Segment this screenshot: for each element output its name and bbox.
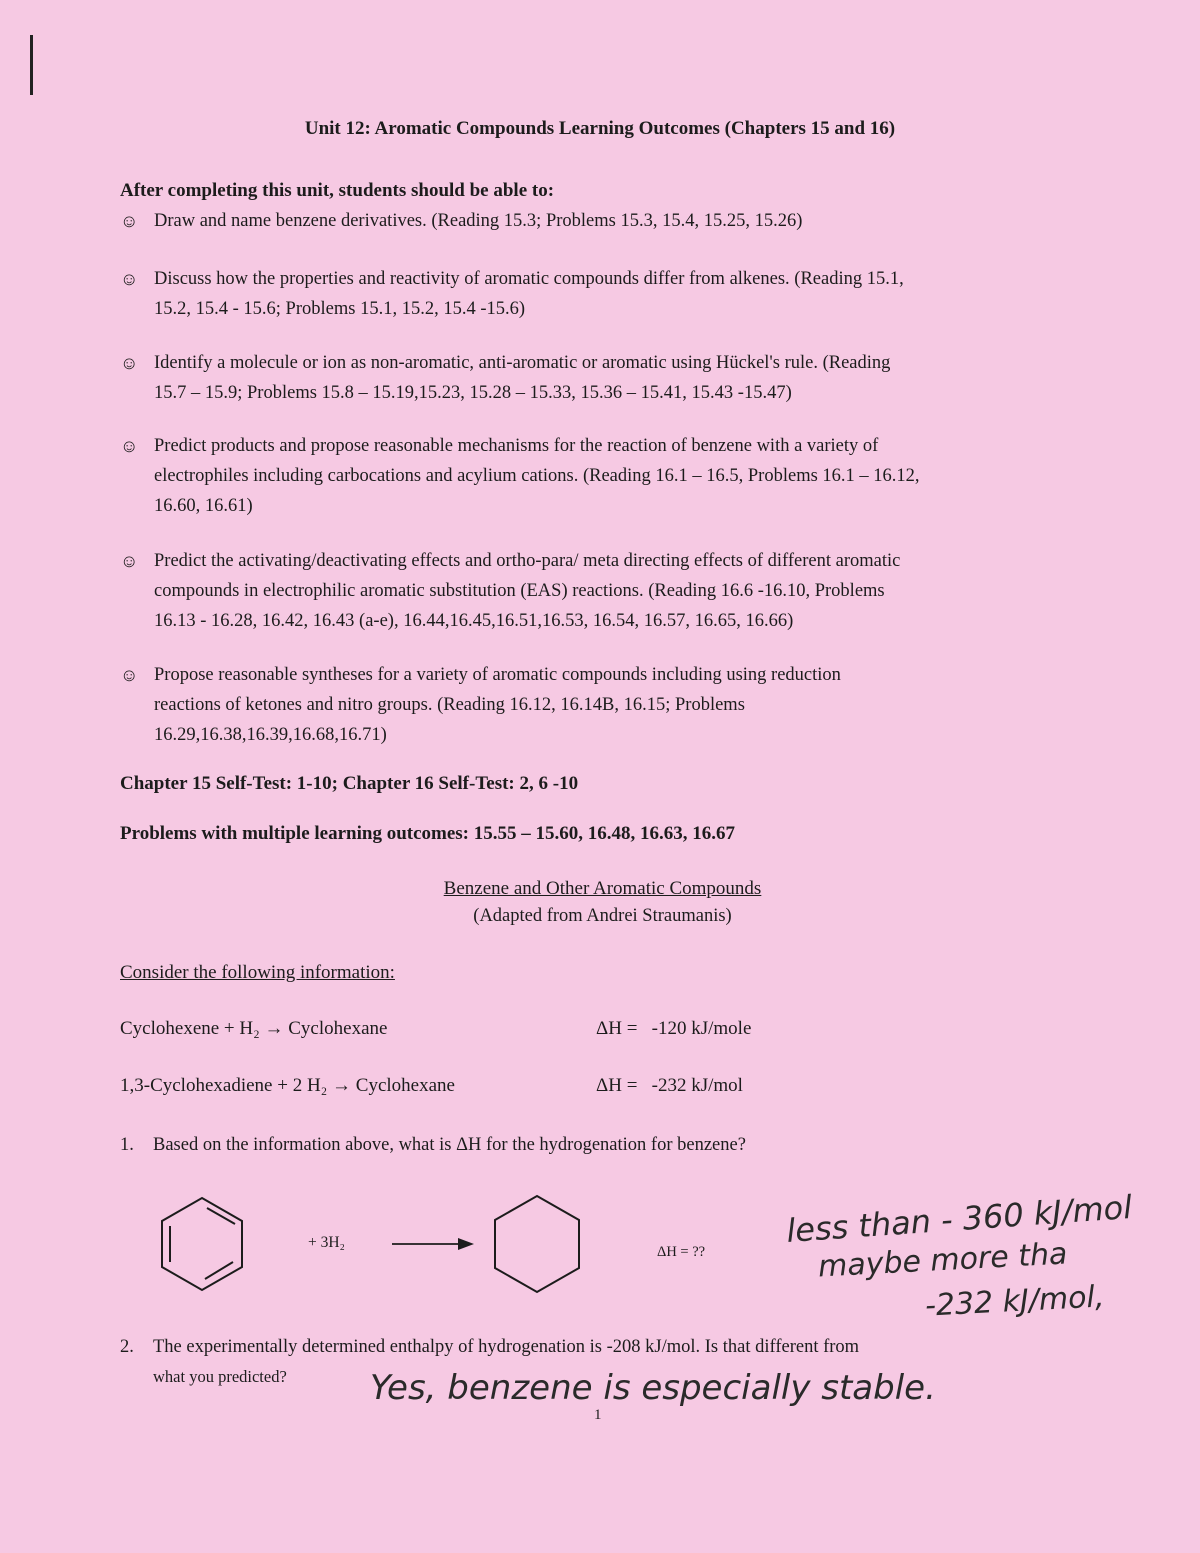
intro-text: After completing this unit, students should be able to:: [120, 180, 555, 201]
question-number: 1.: [120, 1135, 134, 1155]
reaction-arrow: [392, 1238, 474, 1250]
outcome-line: Predict products and propose reasonable mechanisms for the reaction of benzene with a variety of: [154, 436, 879, 456]
reaction-equation: Cyclohexene + H₂ → Cyclohexane: [120, 1018, 388, 1039]
smiley-icon: ☺: [120, 211, 139, 231]
outcome-line: 16.60, 16.61): [154, 496, 253, 516]
handwritten-answer-1-line-2: maybe more tha: [817, 1236, 1069, 1285]
question-number: 2.: [120, 1337, 134, 1357]
outcome-line: Draw and name benzene derivatives. (Reading 15.3; Problems 15.3, 15.4, 15.25, 15.26): [154, 211, 803, 231]
outcome-line: Predict the activating/deactivating effects and ortho-para/ meta directing effects of different aromatic: [154, 551, 901, 571]
outcome-line: reactions of ketones and nitro groups. (Reading 16.12, 16.14B, 16.15; Problems: [154, 695, 745, 715]
page-number: 1: [594, 1407, 602, 1423]
outcome-line: compounds in electrophilic aromatic substitution (EAS) reactions. (Reading 16.6 -16.10, Problems: [154, 581, 885, 601]
self-test-line: Chapter 15 Self-Test: 1-10; Chapter 16 Self-Test: 2, 6 -10: [120, 773, 579, 794]
smiley-icon: ☺: [120, 269, 139, 289]
handwritten-answer-1-line-1: less than - 360 kJ/mol: [785, 1187, 1134, 1251]
delta-h-label: ΔH =: [596, 1075, 638, 1096]
outcome-line: Propose reasonable syntheses for a variety of aromatic compounds including using reduction: [154, 665, 841, 685]
question-text: The experimentally determined enthalpy of hydrogenation is -208 kJ/mol. Is that different from: [153, 1337, 860, 1357]
outcome-line: 16.13 - 16.28, 16.42, 16.43 (a-e), 16.44,16.45,16.51,16.53, 16.54, 16.57, 16.65, 16.66): [154, 611, 794, 631]
section-title: Benzene and Other Aromatic Compounds: [443, 878, 762, 899]
delta-h-number: -120 kJ/mole: [651, 1018, 752, 1039]
question-text: Based on the information above, what is ΔH for the hydrogenation for benzene?: [153, 1135, 746, 1155]
unit-title: Unit 12: Aromatic Compounds Learning Outcomes (Chapters 15 and 16): [304, 118, 896, 139]
reagent-label: + 3H₂: [308, 1234, 345, 1251]
outcome-line: Identify a molecule or ion as non-aromatic, anti-aromatic or aromatic using Hückel's rule. (Reading: [154, 353, 891, 373]
handwritten-answer-1-line-3: -232 kJ/mol,: [924, 1279, 1106, 1324]
smiley-icon: ☺: [120, 436, 139, 456]
delta-h-number: -232 kJ/mol: [651, 1075, 743, 1096]
smiley-icon: ☺: [120, 665, 139, 685]
reaction-equation: 1,3-Cyclohexadiene + 2 H₂ → Cyclohexane: [120, 1075, 455, 1096]
delta-h-label: ΔH =: [596, 1018, 638, 1039]
cyclohexane-structure: [495, 1196, 579, 1292]
handwritten-answer-2: Yes, benzene is especially stable.: [370, 1368, 936, 1408]
outcome-line: 16.29,16.38,16.39,16.68,16.71): [154, 725, 387, 745]
delta-h-unknown: ΔH = ??: [657, 1244, 706, 1260]
section-subtitle: (Adapted from Andrei Straumanis): [473, 906, 732, 926]
outcome-line: 15.2, 15.4 - 15.6; Problems 15.1, 15.2, 15.4 -15.6): [154, 299, 526, 319]
outcome-line: electrophiles including carbocations and acylium cations. (Reading 16.1 – 16.5, Problems 16.1 – 16.12,: [154, 466, 920, 486]
question-text: what you predicted?: [153, 1367, 287, 1386]
outcome-line: Discuss how the properties and reactivity of aromatic compounds differ from alkenes. (Reading 15.1,: [154, 269, 904, 289]
multi-outcomes-line: Problems with multiple learning outcomes: 15.55 – 15.60, 16.48, 16.63, 16.67: [120, 823, 736, 844]
smiley-icon: ☺: [120, 353, 139, 373]
benzene-structure: [162, 1198, 242, 1290]
smiley-icon: ☺: [120, 551, 139, 571]
consider-heading: Consider the following information:: [120, 962, 395, 983]
outcome-line: 15.7 – 15.9; Problems 15.8 – 15.19,15.23, 15.28 – 15.33, 15.36 – 15.41, 15.43 -15.47): [154, 383, 792, 403]
